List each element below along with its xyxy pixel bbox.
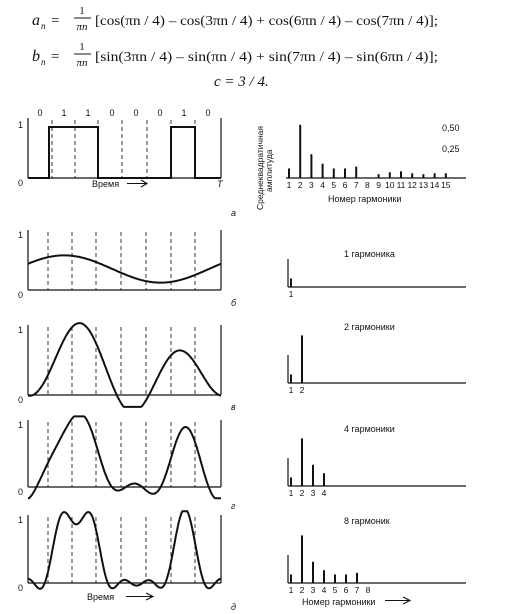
row-spectrum-tick-label: 2 — [299, 385, 305, 395]
spectrum-panel — [255, 123, 466, 210]
spectrum-tick-label: 3 — [309, 180, 314, 190]
bottom-time-arrow-icon — [126, 593, 153, 600]
spectrum-tick-label: 11 — [396, 180, 406, 190]
row-spectrum-tick-label: 7 — [354, 585, 360, 595]
row-spectrum-tick-label: 2 — [299, 488, 305, 498]
row-spectrum-tick-label: 2 — [299, 585, 305, 595]
bn-frac-numerator: 1 — [79, 41, 85, 53]
panel-letter: б — [231, 298, 237, 308]
row-title: 2 гармоники — [344, 322, 395, 332]
bit-label: 1 — [85, 108, 91, 118]
row-spectrum-tick-label: 3 — [310, 488, 316, 498]
waveform — [28, 323, 221, 407]
panel-letter-a: а — [231, 208, 237, 218]
c-formula: c = 3 / 4. — [214, 74, 269, 90]
an-expression: [cos(πn / 4) – cos(3πn / 4) + cos(6πn / 4) – cos(7πn / 4)]; — [95, 14, 438, 29]
harmonic-rows — [18, 230, 466, 612]
spectrum-tick-label: 10 — [385, 180, 395, 190]
spectrum-tick-label: 12 — [407, 180, 417, 190]
row-spectrum-tick-label: 1 — [288, 289, 294, 299]
row-spectrum-tick-label: 4 — [321, 585, 327, 595]
bottom-harmonic-arrow-icon — [385, 597, 410, 604]
harmonic-row — [18, 230, 466, 308]
spectrum-tick-label: 8 — [365, 180, 370, 190]
row-spectrum-tick-label: 1 — [288, 488, 294, 498]
row-spectrum-tick-label: 8 — [365, 585, 371, 595]
bn-frac-denominator: πn — [76, 57, 88, 69]
bit-label: 1 — [181, 108, 187, 118]
spectrum-tick-label: 1 — [286, 180, 292, 190]
harmonic-row — [18, 322, 466, 412]
row-spectrum-tick-label: 1 — [288, 385, 294, 395]
an-frac-denominator: πn — [76, 21, 88, 33]
row-title: 1 гармоника — [344, 249, 395, 259]
panel-letter: г — [231, 501, 236, 511]
bit-label: 0 — [157, 108, 163, 118]
spectrum-tick-label: 13 — [418, 180, 429, 190]
spectrum-xlabel: Номер гармоники — [328, 194, 402, 204]
row-y-zero-label: 0 — [18, 487, 24, 497]
formula-an — [32, 5, 438, 33]
spectrum-tick-label: 9 — [376, 180, 381, 190]
row-y-zero-label: 0 — [18, 290, 24, 300]
time-axis-label: Время — [92, 179, 120, 189]
row-spectrum-tick-label: 3 — [310, 585, 316, 595]
an-equals: = — [51, 13, 60, 29]
spectrum-bars — [289, 125, 446, 178]
bottom-harmonic-label: Номер гармоники — [302, 597, 376, 607]
bit-label: 0 — [37, 108, 43, 118]
row-y-top-label: 1 — [18, 230, 24, 240]
spectrum-tick-label: 15 — [441, 180, 451, 190]
row-title: 4 гармоники — [344, 424, 395, 434]
bit-label: 1 — [61, 108, 67, 118]
ref-level-high: 0,50 — [442, 123, 460, 133]
row-y-zero-label: 0 — [18, 583, 24, 593]
spectrum-ylabel-line1: Среднеквадратичная — [255, 126, 265, 210]
spectrum-tick-label: 6 — [342, 180, 348, 190]
an-symbol: a — [32, 12, 40, 29]
bn-expression: [sin(3πn / 4) – sin(πn / 4) + sin(7πn / 4) – sin(6πn / 4)]; — [95, 50, 438, 65]
spectrum-tick-label: 14 — [429, 180, 440, 190]
spectrum-tick-label: 5 — [331, 180, 337, 190]
bn-symbol: b — [32, 48, 40, 65]
spectrum-tick-label: 2 — [297, 180, 303, 190]
bit-label: 0 — [133, 108, 139, 118]
bn-subscript: n — [41, 57, 46, 67]
row-y-zero-label: 0 — [18, 395, 24, 405]
panel-letter: в — [231, 402, 236, 412]
row-spectrum-tick-label: 6 — [343, 585, 349, 595]
bottom-time-label: Время — [87, 592, 115, 602]
time-panel — [18, 108, 236, 218]
waveform — [28, 511, 221, 589]
spectrum-tick-label: 7 — [353, 180, 359, 190]
row-title: 8 гармоник — [344, 516, 390, 526]
time-bit-dividers — [52, 120, 195, 178]
bit-label: 0 — [205, 108, 211, 118]
row-y-top-label: 1 — [18, 420, 24, 430]
time-arrow-icon — [127, 180, 147, 187]
bit-label: 0 — [109, 108, 115, 118]
bn-equals: = — [51, 49, 60, 65]
spectrum-tick-labels — [287, 180, 451, 190]
time-y-zero-label: 0 — [18, 178, 24, 188]
spectrum-ylabel-line2: амплитуда — [264, 149, 274, 192]
time-y-top-label: 1 — [18, 120, 24, 130]
row-y-top-label: 1 — [18, 515, 24, 525]
an-frac-numerator: 1 — [79, 5, 85, 17]
row-spectrum-tick-label: 1 — [288, 585, 294, 595]
spectrum-tick-label: 4 — [320, 180, 325, 190]
an-subscript: n — [41, 21, 46, 31]
harmonic-row — [18, 511, 466, 612]
time-end-label: T — [217, 179, 223, 189]
row-spectrum-tick-label: 4 — [321, 488, 327, 498]
row-y-top-label: 1 — [18, 325, 24, 335]
bit-labels — [37, 108, 210, 118]
waveform — [28, 255, 221, 282]
panel-letter: д — [231, 602, 236, 612]
square-wave — [28, 127, 221, 178]
row-spectrum-tick-label: 5 — [332, 585, 338, 595]
ref-level-low: 0,25 — [442, 144, 460, 154]
harmonic-row — [18, 416, 466, 511]
formula-bn — [32, 41, 438, 69]
waveform — [28, 416, 221, 498]
